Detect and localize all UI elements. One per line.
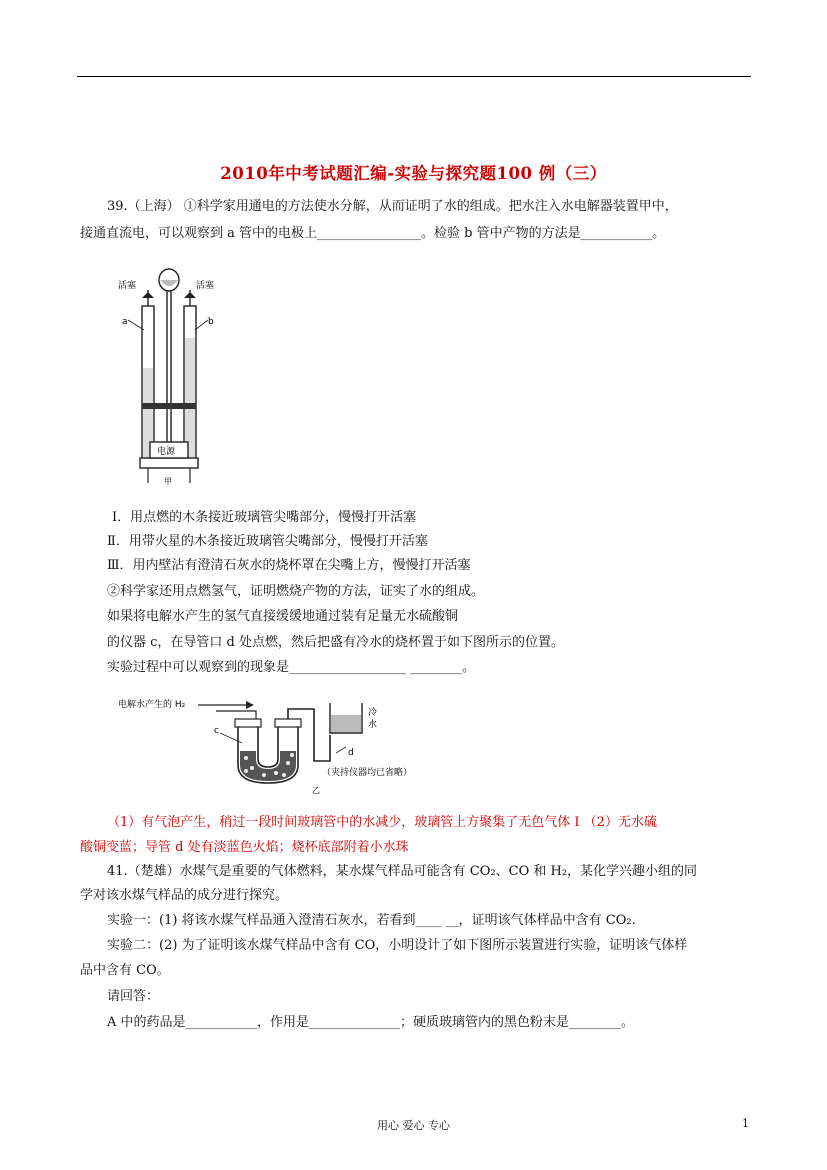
u-tube-apparatus-figure: [116, 693, 456, 797]
header-rule: [77, 76, 751, 77]
electrolysis-apparatus-figure: [112, 258, 224, 490]
option-3: Ⅲ．用内壁沾有澄清石灰水的烧杯罩在尖嘴上方，慢慢打开活塞: [107, 558, 471, 573]
tube-a-label: a: [122, 317, 128, 327]
figure-caption-yi: 乙: [312, 786, 320, 795]
q41-line2: 学对该水煤气样品的成分进行探究。: [80, 888, 289, 903]
q41-line6: 请回答：: [107, 989, 160, 1004]
right-valve-label: 活塞: [196, 281, 215, 291]
h2-inlet-label: 电解水产生的 H₂: [118, 700, 186, 710]
answer-line2: 酸铜变蓝；导管 d 处有淡蓝色火焰；烧杯底部附着小水珠: [80, 840, 409, 855]
option-2: Ⅱ．用带火星的木条接近玻璃管尖嘴部分，慢慢打开活塞: [107, 534, 428, 549]
tube-b-label: b: [208, 317, 214, 327]
q41-line4: 实验二：(2) 为了证明该水煤气样品中含有 CO，小明设计了如下图所示装置进行实验，证明该气体样: [107, 938, 688, 953]
q41-line5: 品中含有 CO。: [80, 963, 170, 978]
figure-caption-jia: 甲: [164, 477, 172, 486]
answer-line1: （1）有气泡产生，稍过一段时间玻璃管中的水减少，玻璃管上方聚集了无色气体 Ⅰ （2）无水硫: [107, 815, 657, 830]
outlet-d-label: d: [348, 748, 354, 758]
q39-line1: 39.（上海） ①科学家用通电的方法使水分解，从而证明了水的组成。把水注入水电解器装置甲中，: [107, 199, 678, 214]
q39-part2-line1: ②科学家还用点燃氢气，证明燃烧产物的方法，证实了水的组成。: [107, 584, 485, 599]
q39-part2-line3: 的仪器 c，在导管口 d 处点燃，然后把盛有冷水的烧杯置于如下图所示的位置。: [107, 635, 564, 650]
cold-water-label-1: 冷: [368, 708, 378, 718]
left-valve-label: 活塞: [118, 281, 137, 291]
q39-part2-line2: 如果将电解水产生的氢气直接缓缓地通过装有足量无水硫酸铜: [107, 609, 459, 624]
q41-line1: 41.（楚雄）水煤气是重要的气体燃料，某水煤气样品可能含有 CO₂、CO 和 H₂，某化学兴趣小组的同: [107, 864, 698, 879]
q39-line2: 接通直流电，可以观察到 a 管中的电极上________________。检验 b 管中产物的方法是___________。: [80, 226, 666, 241]
q39-part2-line4: 实验过程中可以观察到的现象是__________________ ________。: [107, 660, 476, 675]
footer-motto: 用心 爱心 专心: [377, 1119, 450, 1132]
power-supply-label: 电源: [157, 447, 176, 457]
q41-line7: A 中的药品是___________，作用是______________；硬质玻璃管内的黑色粉末是________。: [107, 1015, 635, 1030]
page-number: 1: [742, 1117, 749, 1130]
cold-water-label-2: 水: [368, 720, 378, 730]
option-1: Ⅰ．用点燃的木条接近玻璃管尖嘴部分，慢慢打开活塞: [112, 510, 417, 525]
q41-line3: 实验一：(1) 将该水煤气样品通入澄清石灰水，若看到____ __，证明该气体样品中含有 CO₂.: [107, 913, 636, 928]
instrument-c-label: c: [214, 726, 219, 736]
page-title: 2010年中考试题汇编-实验与探究题100 例（三）: [220, 164, 607, 183]
clamp-omitted-note: （夹持仪器均已省略）: [322, 768, 413, 778]
